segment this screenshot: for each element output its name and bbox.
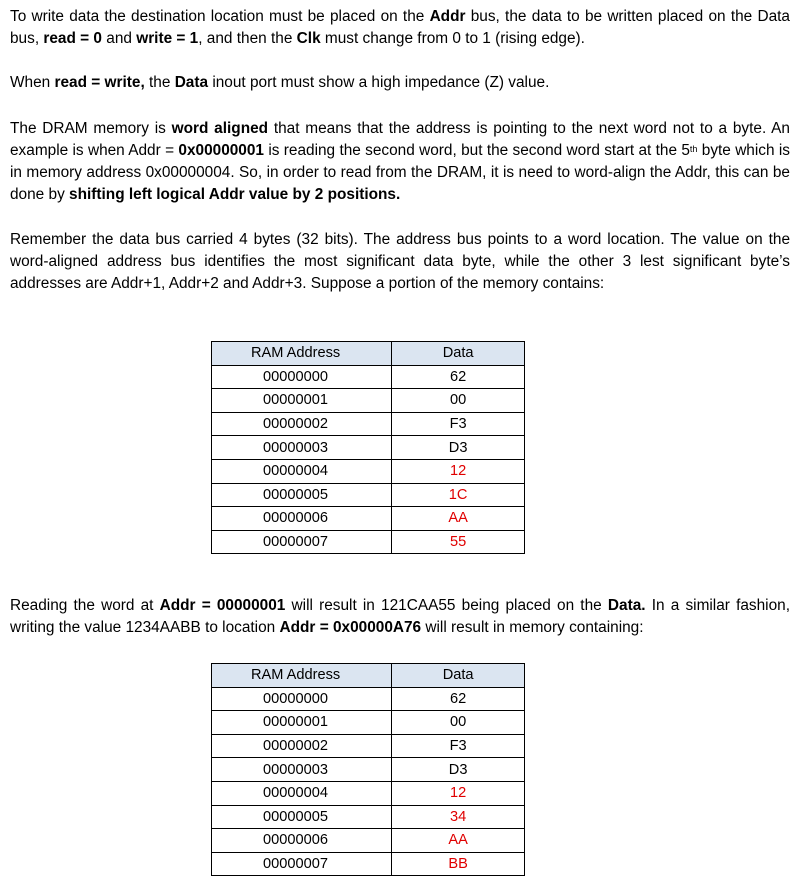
table-row (212, 852, 525, 876)
header-data: Data (392, 664, 525, 688)
cell-data: D3 (392, 758, 525, 782)
cell-address: 00000000 (212, 365, 392, 389)
cell-address: 00000005 (212, 483, 392, 507)
cell-data: AA (392, 829, 525, 853)
memory-table-after (211, 663, 525, 876)
cell-address: 00000003 (212, 436, 392, 460)
table-row (212, 389, 525, 413)
cell-data: 00 (392, 711, 525, 735)
cell-address: 00000007 (212, 530, 392, 554)
cell-address: 00000001 (212, 711, 392, 735)
cell-address: 00000003 (212, 758, 392, 782)
table-row (212, 459, 525, 483)
table-row (212, 507, 525, 531)
table-row (212, 829, 525, 853)
header-ram-address: RAM Address (212, 664, 392, 688)
cell-address: 00000000 (212, 687, 392, 711)
memory-table-before (211, 341, 525, 554)
table-row (212, 711, 525, 735)
cell-data: 1C (392, 483, 525, 507)
cell-data: 34 (392, 805, 525, 829)
table-row (212, 483, 525, 507)
paragraph-write: To write data the destination location must be placed on the Addr bus, the data to be written placed on the Data bus, read = 0 and write = 1, and then the Clk must change from 0 to 1 (rising edge). (10, 8, 790, 47)
paragraph-high-impedance: When read = write, the Data inout port must show a high impedance (Z) value. (10, 74, 550, 91)
cell-address: 00000002 (212, 734, 392, 758)
header-data: Data (392, 342, 525, 366)
cell-address: 00000004 (212, 781, 392, 805)
cell-address: 00000005 (212, 805, 392, 829)
paragraph-data-bus: Remember the data bus carried 4 bytes (32 bits). The address bus points to a word location. The value on the word-aligned address bus identifies the most significant data byte, while the other 3 lest significant byte’s addresses are Addr+1, Addr+2 and Addr+3. Suppose a portion of the memory contains: (10, 231, 790, 292)
table-row (212, 734, 525, 758)
cell-data: 12 (392, 781, 525, 805)
cell-data: 62 (392, 687, 525, 711)
cell-data: 55 (392, 530, 525, 554)
cell-data: BB (392, 852, 525, 876)
cell-data: 12 (392, 459, 525, 483)
cell-data: 62 (392, 365, 525, 389)
header-ram-address: RAM Address (212, 342, 392, 366)
paragraph-word-aligned: The DRAM memory is word aligned that means that the address is pointing to the next word not to a byte. An example is when Addr = 0x00000001 is reading the second word, but the second word start at the 5th byte which is in memory address 0x00000004. So, in order to read from the DRAM, it is need to word-align the Addr, this can be done by shifting left logical Addr value by 2 positions. (10, 120, 790, 203)
cell-address: 00000004 (212, 459, 392, 483)
cell-data: F3 (392, 412, 525, 436)
paragraph-example: Reading the word at Addr = 00000001 will result in 121CAA55 being placed on the Data. In a similar fashion, writing the value 1234AABB to location Addr = 0x00000A76 will result in memory containing: (10, 597, 790, 636)
table-header-row (212, 342, 525, 366)
cell-address: 00000002 (212, 412, 392, 436)
table-row (212, 365, 525, 389)
cell-address: 00000001 (212, 389, 392, 413)
cell-address: 00000006 (212, 507, 392, 531)
table-row (212, 412, 525, 436)
cell-data: D3 (392, 436, 525, 460)
table-row (212, 805, 525, 829)
cell-data: AA (392, 507, 525, 531)
table-row (212, 687, 525, 711)
table-row (212, 436, 525, 460)
cell-data: 00 (392, 389, 525, 413)
table-row (212, 781, 525, 805)
cell-data: F3 (392, 734, 525, 758)
cell-address: 00000007 (212, 852, 392, 876)
table-row (212, 530, 525, 554)
table-header-row (212, 664, 525, 688)
table-row (212, 758, 525, 782)
cell-address: 00000006 (212, 829, 392, 853)
